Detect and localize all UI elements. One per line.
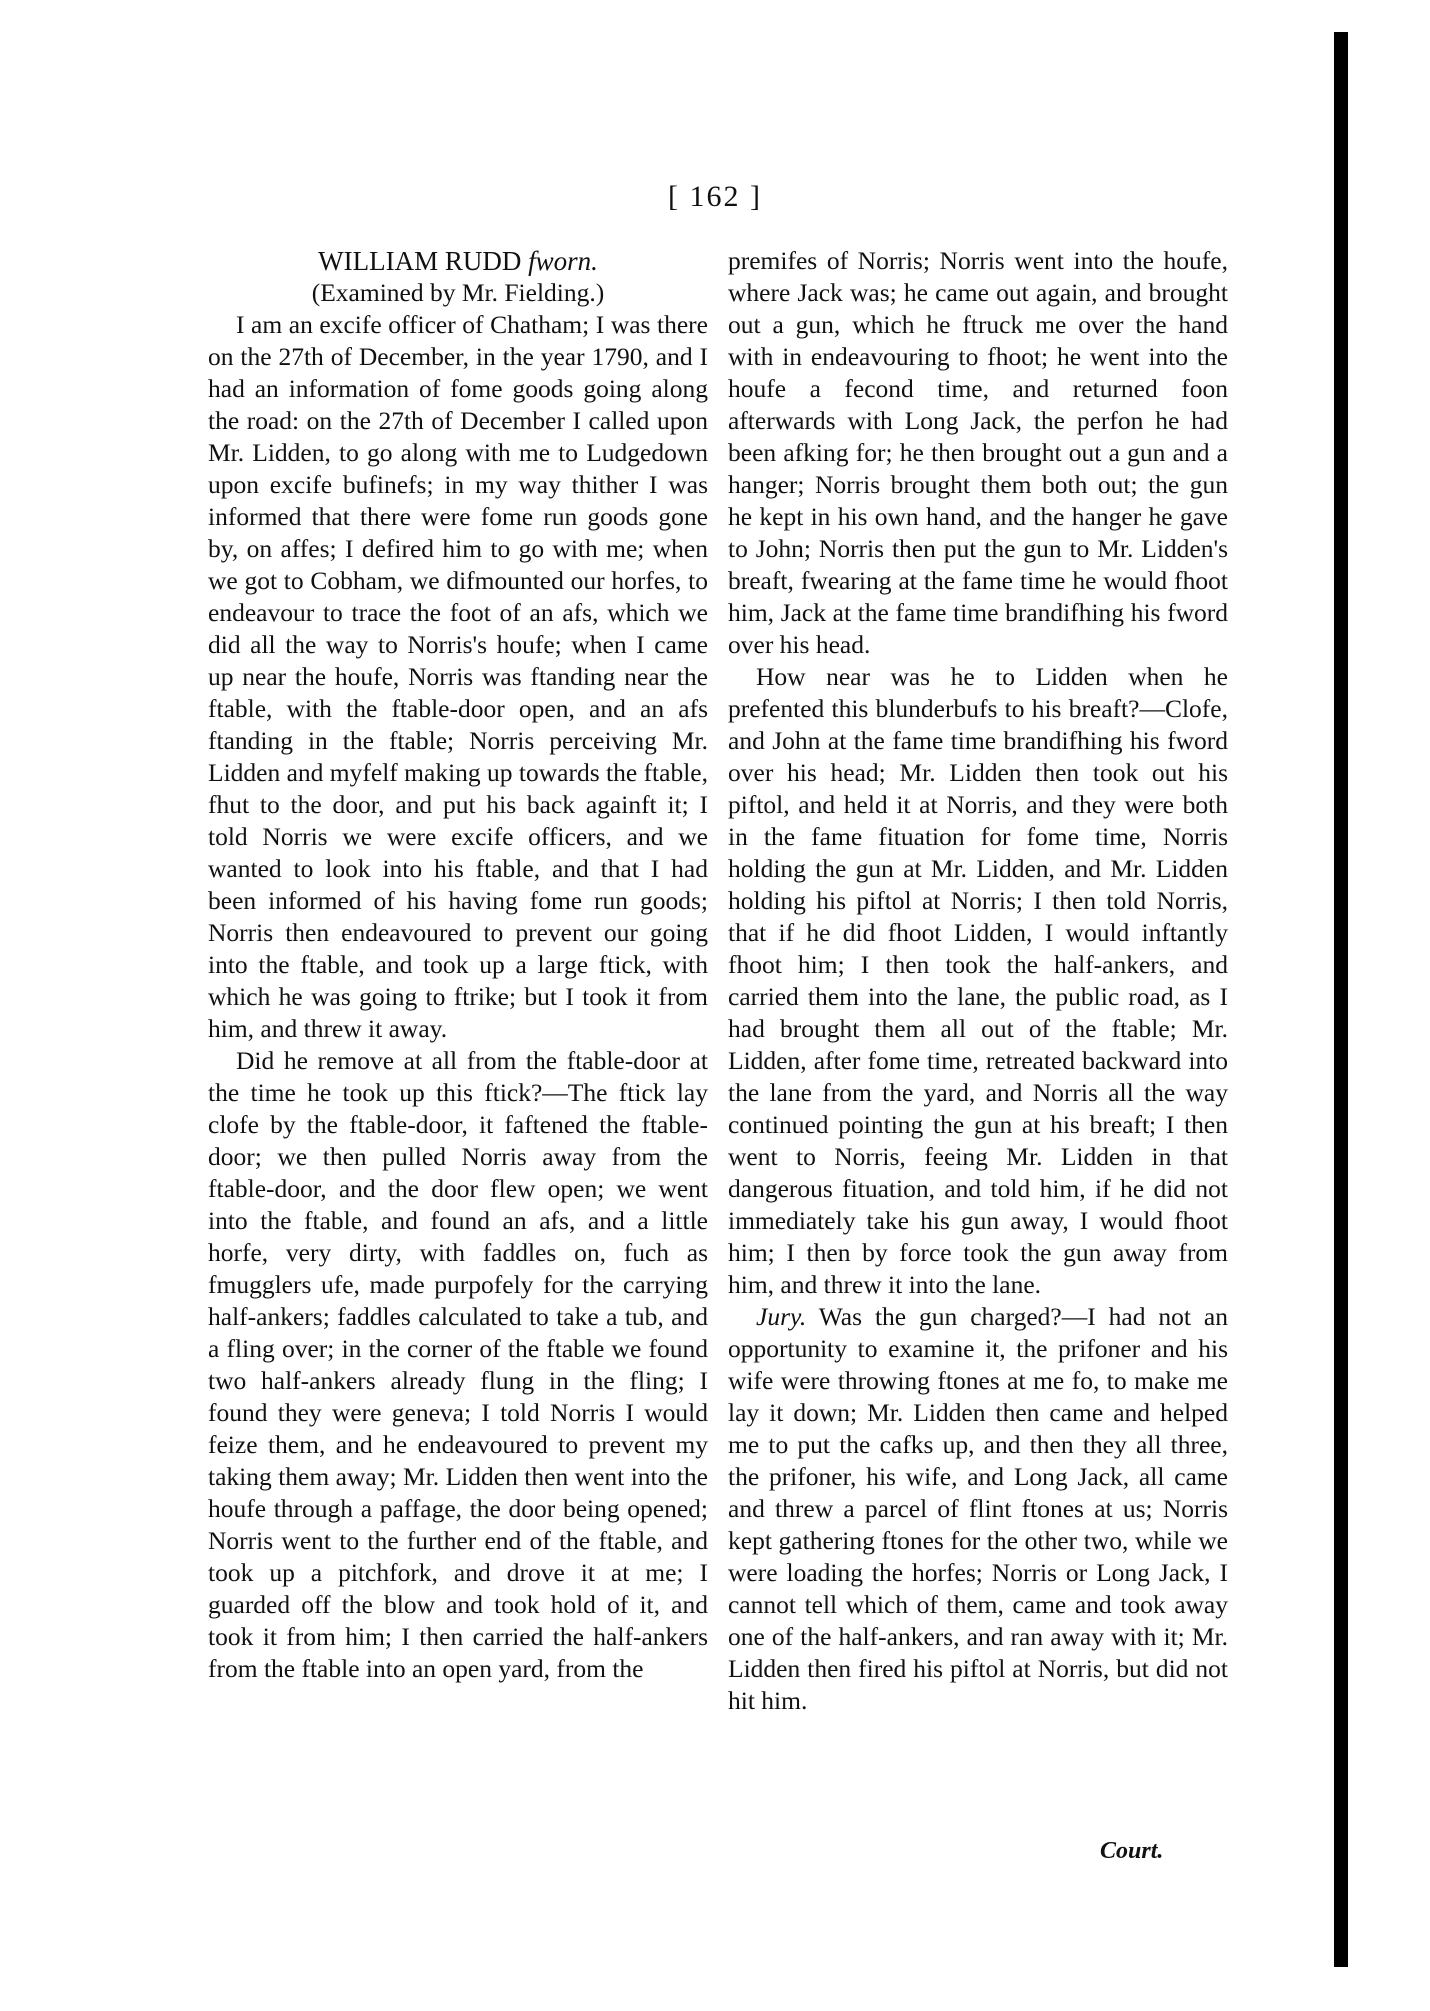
witness-name: WILLIAM RUDD xyxy=(318,246,522,276)
paragraph: I am an excife officer of Chatham; I was there on the 27th of December, in the year 1790, and I had an information of fome goods going along the road: on the 27th of December I called upon Mr. Lidden, to go along with me to Ludgedown upon excife bufinefs; in my way thither I was informed that there were fome run goods gone by, on affes; I defired him to go with me; when we got to Cobham, we difmounted our horfes, to endeavour to trace the foot of an afs, which we did all the way to Norris's houfe; when I came up near the houfe, Norris was ftanding near the ftable, with the ftable-door open, and an afs ftanding in the ftable; Norris perceiving Mr. Lidden and myfelf making up towards the ftable, fhut to the door, and put his back againft it; I told Norris we were excife officers, and we wanted to look into his ftable, and that I had been informed of his having fome run goods; Norris then endeavoured to prevent our going into the ftable, and took up a large ftick, with which he was going to ftrike; but I took it from him, and threw it away. xyxy=(208,310,708,1043)
right-column xyxy=(728,245,1228,1717)
paragraph xyxy=(728,1301,1228,1717)
page-number: [ 162 ] xyxy=(668,180,762,213)
paragraph-text: Was the gun charged?—I had not an opportunity to examine it, the prifoner and his wife were throwing ftones at me fo, to make me lay it down; Mr. Lidden then came and helped me to put the cafks up, and then they all three, the prifoner, his wife, and Long Jack, all came and threw a parcel of flint ftones at us; Norris kept gathering ftones for the other two, while we were loading the horfes; Norris or Long Jack, I cannot tell which of them, came and took away one of the half-ankers, and ran away with it; Mr. Lidden then fired his piftol at Norris, but did not hit him. xyxy=(728,1302,1228,1715)
speaker-label: Jury. xyxy=(756,1302,807,1331)
sworn-label: fworn. xyxy=(528,246,598,276)
witness-heading xyxy=(208,245,708,277)
examined-by: (Examined by Mr. Fielding.) xyxy=(311,278,605,307)
catchword: Court. xyxy=(1100,1838,1164,1864)
paragraph: How near was he to Lidden when he prefented this blunderbufs to his breaft?—Clofe, and John at the fame time brandifhing his fword over his head; Mr. Lidden then took out his piftol, and held it at Norris, and they were both in the fame fituation for fome time, Norris holding the gun at Mr. Lidden, and Mr. Lidden holding his piftol at Norris; I then told Norris, that if he did fhoot Lidden, I would inftantly fhoot him; I then took the half-ankers, and carried them into the lane, the public road, as I had brought them all out of the ftable; Mr. Lidden, after fome time, retreated backward into the lane from the yard, and Norris all the way continued pointing the gun at his breaft; I then went to Norris, feeing Mr. Lidden in that dangerous fituation, and told him, if he did not immediately take his gun away, I would fhoot him; I then by force took the gun away from him, and threw it into the lane. xyxy=(728,662,1228,1299)
binding-edge xyxy=(1334,32,1348,1967)
paragraph: Did he remove at all from the ftable-door at the time he took up this ftick?—The ftick lay clofe by the ftable-door, it faftened the ftable-door; we then pulled Norris away from the ftable-door, and the door flew open; we went into the ftable, and found an afs, and a little horfe, very dirty, with faddles on, fuch as fmugglers ufe, made purpofely for the carrying half-ankers; faddles calculated to take a tub, and a fling over; in the corner of the ftable we found two half-ankers already flung in the fling; I found they were geneva; I told Norris I would feize them, and he endeavoured to prevent my taking them away; Mr. Lidden then went into the houfe through a paffage, the door being opened; Norris went to the further end of the ftable, and took up a pitchfork, and drove it at me; I guarded off the blow and took hold of it, and took it from him; I then carried the half-ankers from the ftable into an open yard, from the xyxy=(208,1046,708,1683)
left-column xyxy=(208,245,708,1685)
paragraph: premifes of Norris; Norris went into the houfe, where Jack was; he came out again, and brought out a gun, which he ftruck me over the hand with in endeavouring to fhoot; he went into the houfe a fecond time, and returned foon afterwards with Long Jack, the perfon he had been afking for; he then brought out a gun and a hanger; Norris brought them both out; the gun he kept in his own hand, and the hanger he gave to John; Norris then put the gun to Mr. Lidden's breaft, fwearing at the fame time he would fhoot him, Jack at the fame time brandifhing his fword over his head. xyxy=(728,246,1228,659)
